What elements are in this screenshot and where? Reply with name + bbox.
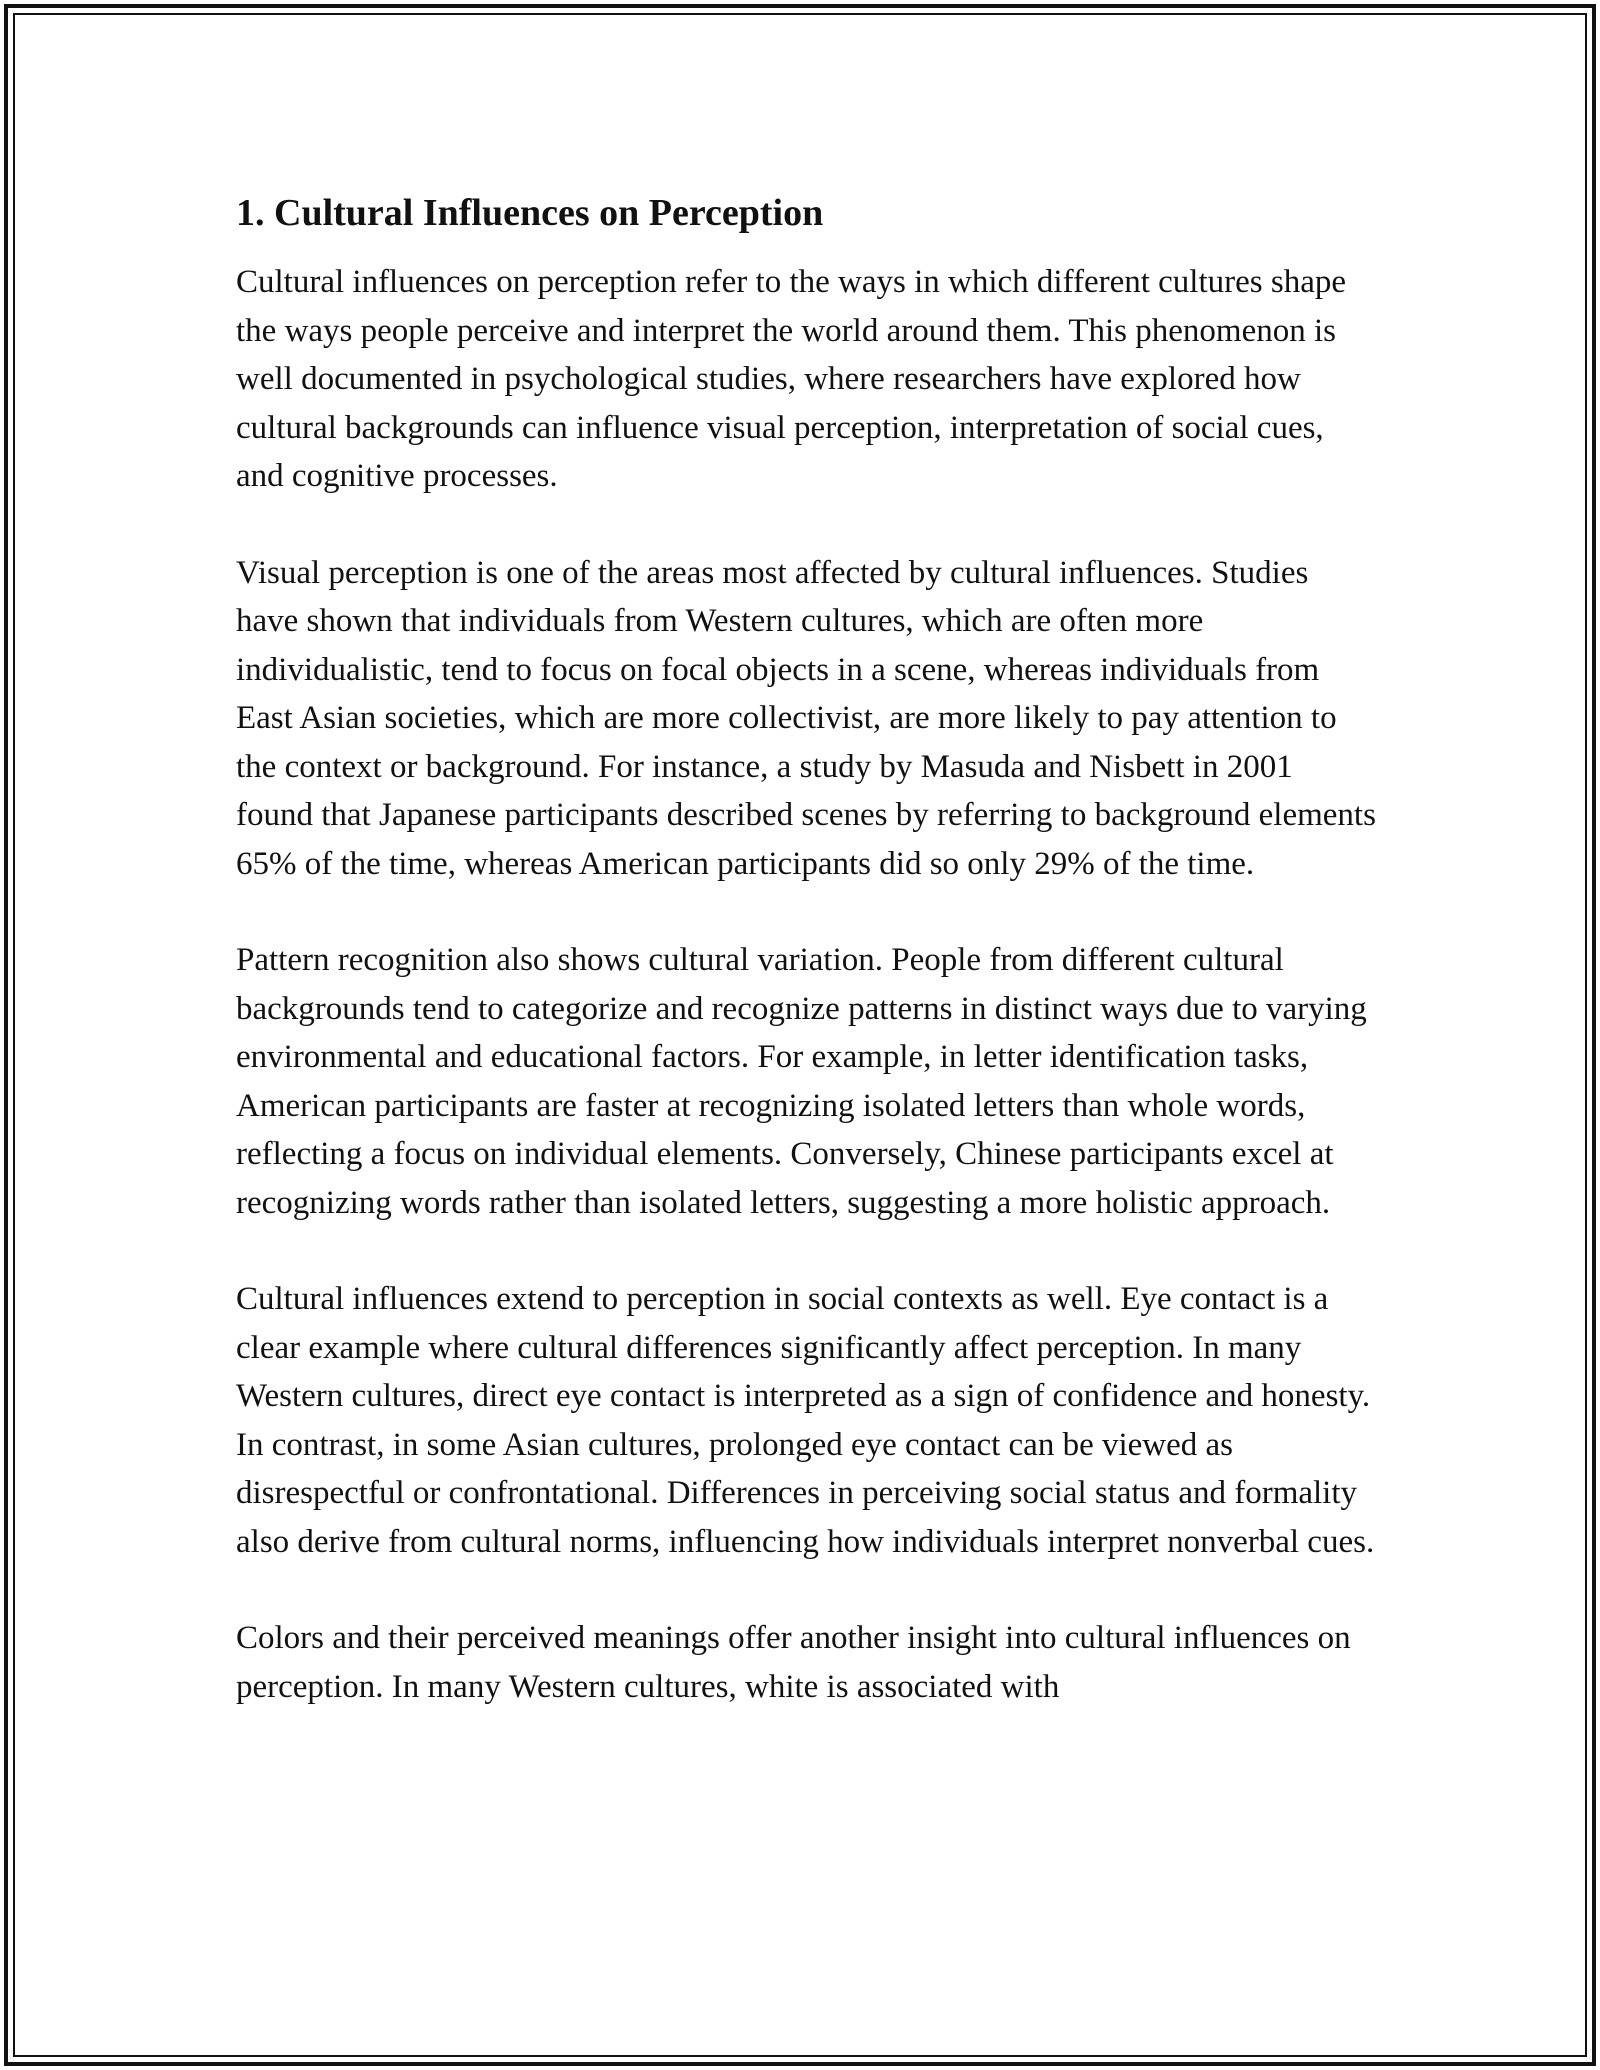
paragraph-visual-perception: Visual perception is one of the areas most affected by cultural influences. Studies have shown that individuals from Western cultures, which are often more individualistic, tend to focus on focal objects in a scene, whereas individuals from East Asian societies, which are more collectivist, are more likely to pay attention to the context or background. For instance, a study by Masuda and Nisbett in 2001 found that Japanese participants described scenes by referring to background elements 65% of the time, whereas American participants did so only 29% of the time. bbox=[236, 554, 1376, 882]
paragraph-pattern-recognition: Pattern recognition also shows cultural variation. People from different cultural backgrounds tend to categorize and recognize patterns in distinct ways due to varying environmental and educational factors. For example, in letter identification tasks, American participants are faster at recognizing isolated letters than whole words, reflecting a focus on individual elements. Conversely, Chinese participants excel at recognizing words rather than isolated letters, suggesting a more holistic approach. bbox=[236, 942, 1367, 1221]
section-heading: 1. Cultural Influences on Perception bbox=[236, 192, 824, 234]
document-content bbox=[236, 188, 1376, 1759]
paragraph-social-contexts: Cultural influences extend to perception in social contexts as well. Eye contact is a clear example where cultural differences significantly affect perception. In many Western cultures, direct eye contact is interpreted as a sign of confidence and honesty. In contrast, in some Asian cultures, prolonged eye contact can be viewed as disrespectful or confrontational. Differences in perceiving social status and formality also derive from cultural norms, influencing how individuals interpret nonverbal cues. bbox=[236, 1281, 1375, 1560]
paragraph-intro: Cultural influences on perception refer to the ways in which different cultures shape the ways people perceive and interpret the world around them. This phenomenon is well documented in psychological studies, where researchers have explored how cultural backgrounds can influence visual perception, interpretation of social cues, and cognitive processes. bbox=[236, 264, 1347, 494]
paragraph-colors: Colors and their perceived meanings offer another insight into cultural influences on perception. In many Western cultures, white is associated with bbox=[236, 1620, 1351, 1705]
